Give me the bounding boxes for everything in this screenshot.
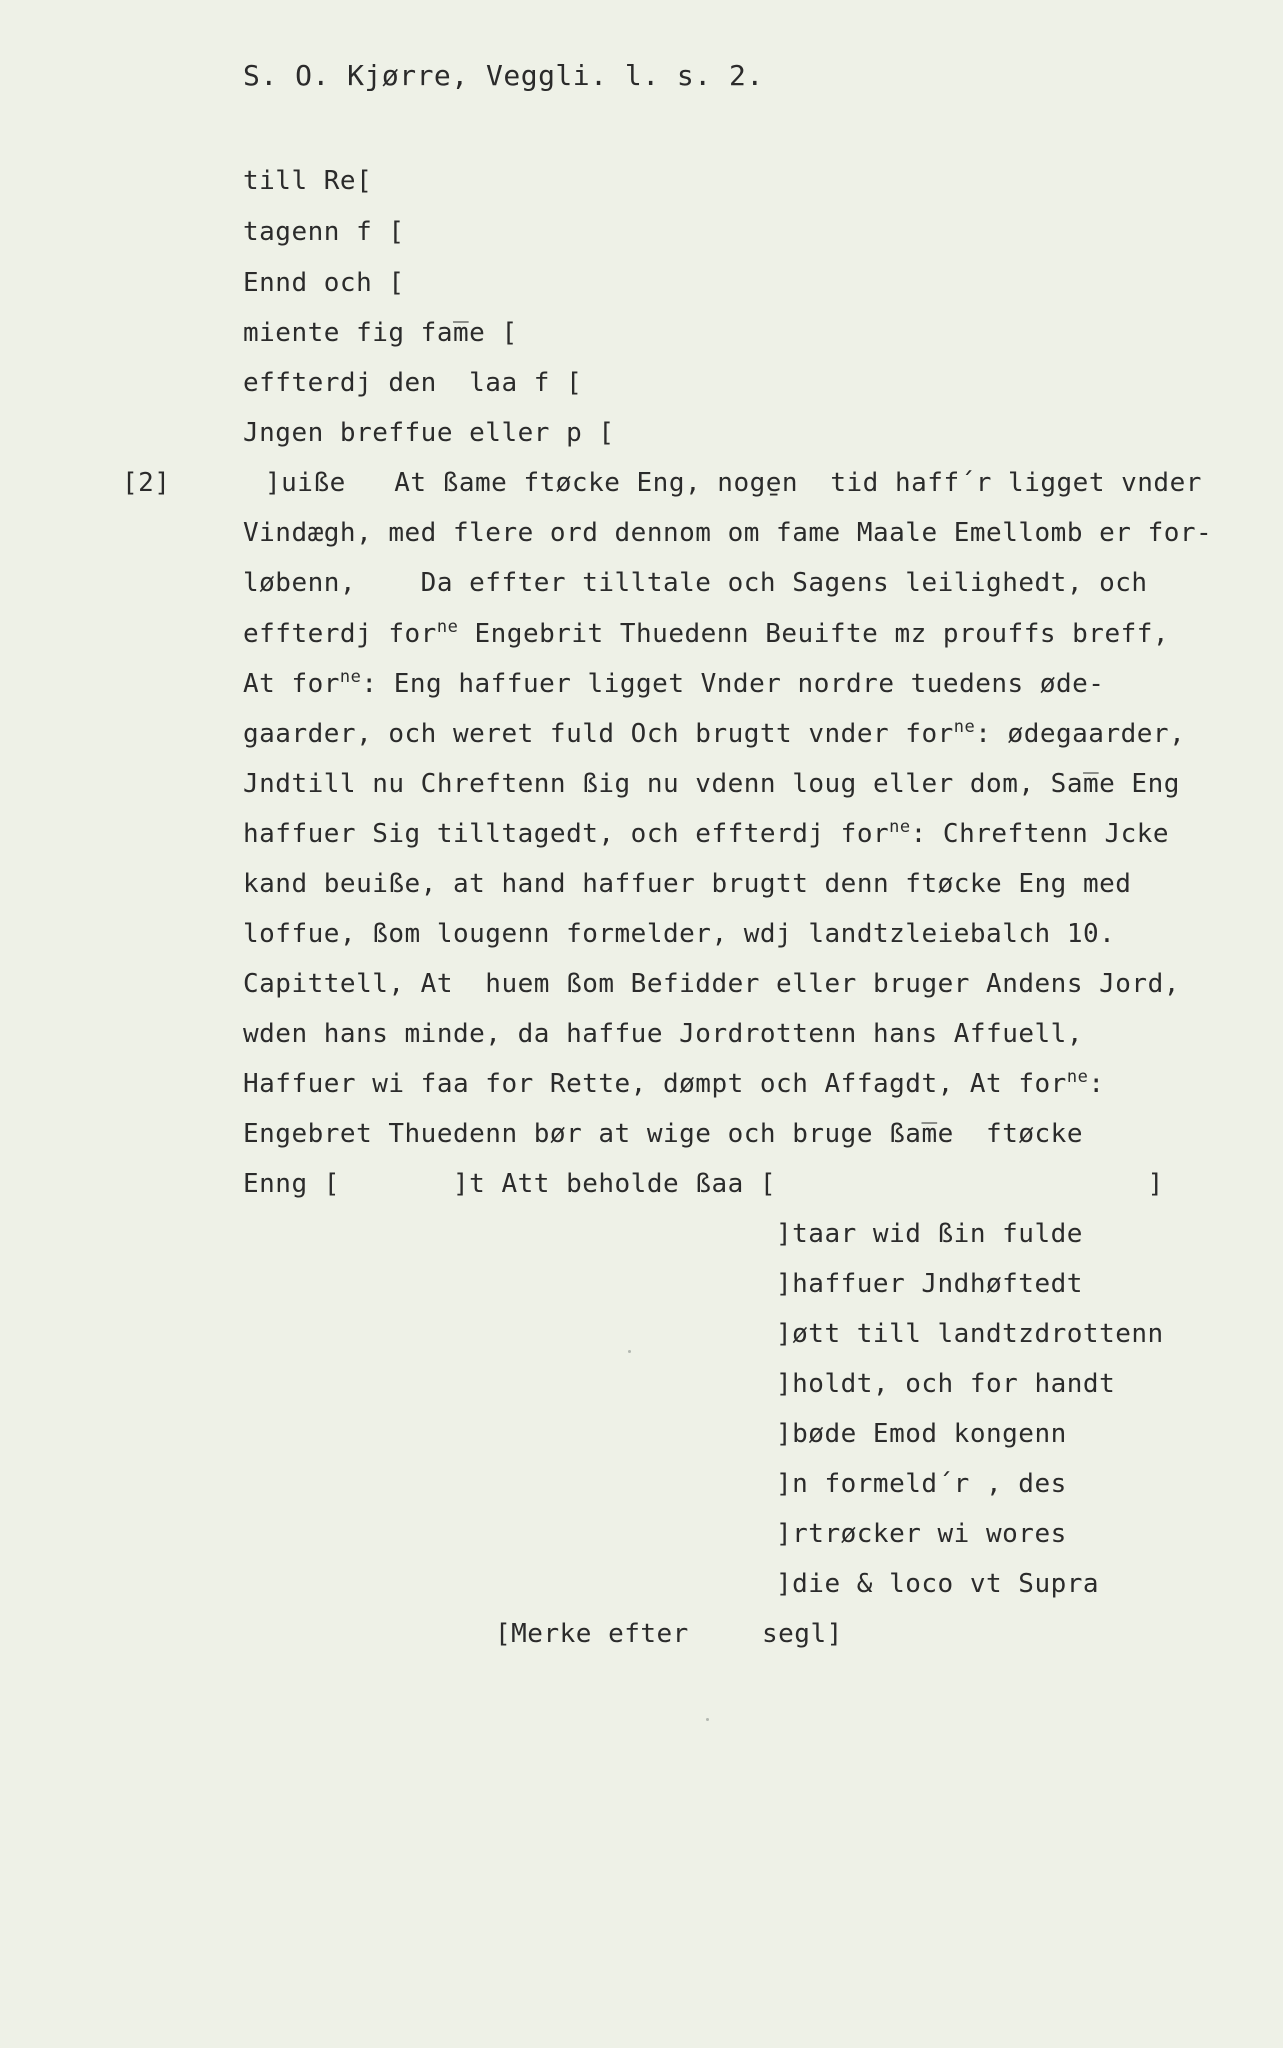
fragment-line: effterdj den laa f [ xyxy=(243,368,583,398)
body-line: Engebret Thuedenn bør at wige och bruge ßam̅e ftøcke xyxy=(243,1119,1083,1149)
right-line: ]rtrøcker wi wores xyxy=(776,1519,1067,1549)
body-line: Haffuer wi faa for Rette, dømpt och Affagdt, At for$^{ne}$: xyxy=(243,1067,1105,1099)
page-header: S. O. Kjørre, Veggli. l. s. 2. xyxy=(243,59,764,92)
body-line: wden hans minde, da haffue Jordrottenn hans Affuell, xyxy=(243,1019,1083,1049)
right-line: ]bøde Emod kongenn xyxy=(776,1419,1067,1449)
body-line: Capittell, At huem ßom Befidder eller bruger Andens Jord, xyxy=(243,969,1180,999)
superscript-abbrev: ne xyxy=(436,617,459,637)
seal-note-left: [Merke efter xyxy=(495,1619,689,1649)
fragment-line: miente fig fam̅e [ xyxy=(243,318,518,348)
body-line: Jndtill nu Chreftenn ßig nu vdenn loug eller dom, Sam̅e Eng xyxy=(243,769,1180,799)
paper-speck xyxy=(628,1350,631,1353)
body-line: Vindægh, med flere ord dennom om fame Maale Emellomb er for- xyxy=(243,518,1213,548)
body-line: kand beuiße, at hand haffuer brugtt denn ftøcke Eng med xyxy=(243,869,1132,899)
right-line: ]die & loco vt Supra xyxy=(776,1569,1100,1599)
body-line: løbenn, Da effter tilltale och Sagens leilighedt, och xyxy=(243,568,1148,598)
right-line: ]øtt till landtzdrottenn xyxy=(776,1319,1164,1349)
right-line: ]haffuer Jndhøftedt xyxy=(776,1269,1083,1299)
margin-note: [2] xyxy=(122,468,171,498)
fragment-line: Ennd och [ xyxy=(243,268,405,298)
body-line: At for$^{ne}$: Eng haffuer ligget Vnder nordre tuedens øde- xyxy=(243,667,1105,699)
right-line: ]taar wid ßin fulde xyxy=(776,1219,1083,1249)
superscript-abbrev: ne xyxy=(1066,1067,1089,1087)
right-line: ]holdt, och for handt xyxy=(776,1369,1116,1399)
fragment-line: till Re[ xyxy=(243,166,373,196)
body-line: haffuer Sig tilltagedt, och effterdj for$^{ne}$: Chreftenn Jcke xyxy=(243,817,1170,849)
paper-speck xyxy=(706,1718,709,1721)
superscript-abbrev: ne xyxy=(889,817,911,837)
fragment-line: tagenn f [ xyxy=(243,217,405,247)
right-line: ]n formeld´r , des xyxy=(776,1469,1067,1499)
fragment-line: Jngen breffue eller p [ xyxy=(243,418,615,448)
superscript-abbrev: ne xyxy=(953,717,976,737)
body-line: loffue, ßom lougenn formelder, wdj landtzleiebalch 10. xyxy=(243,919,1116,949)
superscript-abbrev: ne xyxy=(339,667,362,687)
body-line: Enng [ ]t Att beholde ßaa [ ] xyxy=(243,1169,1164,1199)
seal-note-right: segl] xyxy=(762,1619,843,1649)
body-line: ]uiße At ßame ftøcke Eng, noge̱n tid haff´r ligget vnder xyxy=(265,468,1202,498)
body-line: gaarder, och weret fuld Och brugtt vnder for$^{ne}$: ødegaarder, xyxy=(243,717,1186,749)
body-line: effterdj for$^{ne}$ Engebrit Thuedenn Beuifte mz prouffs breff, xyxy=(243,617,1170,649)
